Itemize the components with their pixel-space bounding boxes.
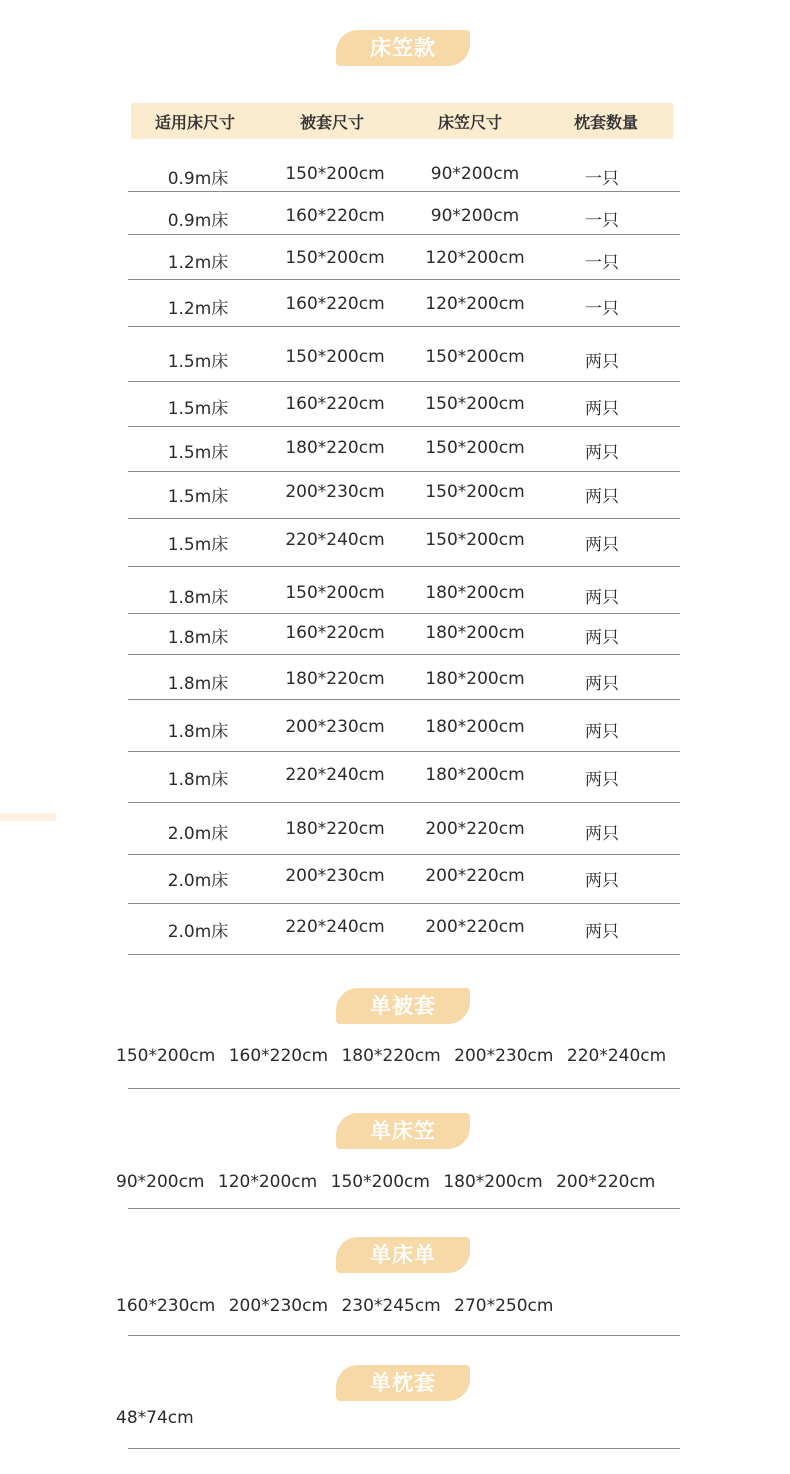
cell-fitted-size: 180*200cm xyxy=(425,583,525,603)
cell-pillow-count: 两只 xyxy=(585,352,619,372)
single-sheet-sizes xyxy=(116,1296,561,1316)
cell-fitted-size: 180*200cm xyxy=(425,717,525,737)
table-header xyxy=(131,103,673,139)
size-item: 180*220cm xyxy=(341,1046,441,1066)
cell-bed-size: 1.8m床 xyxy=(167,588,229,608)
cell-pillow-count: 两只 xyxy=(585,922,619,942)
cell-duvet-size: 180*220cm xyxy=(285,819,385,839)
header-bed-size: 适用床尺寸 xyxy=(154,113,235,132)
row-divider xyxy=(128,426,680,427)
size-item: 90*200cm xyxy=(116,1172,205,1192)
size-item: 120*200cm xyxy=(217,1172,318,1192)
row-divider xyxy=(128,566,680,567)
section-title-single-sheet: 单床单 xyxy=(336,1237,470,1273)
cell-fitted-size: 150*200cm xyxy=(425,394,525,414)
single-duvet-sizes xyxy=(116,1046,674,1066)
cell-bed-size: 0.9m床 xyxy=(167,169,229,189)
cell-fitted-size: 90*200cm xyxy=(430,206,520,226)
cell-duvet-size: 180*220cm xyxy=(285,438,385,458)
cell-bed-size: 1.8m床 xyxy=(167,628,229,648)
header-duvet-size: 被套尺寸 xyxy=(299,113,364,132)
row-divider xyxy=(128,518,680,519)
row-divider xyxy=(128,751,680,752)
cell-fitted-size: 120*200cm xyxy=(425,294,525,314)
cell-bed-size: 2.0m床 xyxy=(167,824,229,844)
cell-pillow-count: 两只 xyxy=(585,770,619,790)
cell-pillow-count: 两只 xyxy=(585,871,619,891)
cell-bed-size: 1.8m床 xyxy=(167,722,229,742)
cell-pillow-count: 两只 xyxy=(585,443,619,463)
size-item: 220*240cm xyxy=(566,1046,667,1066)
cell-pillow-count: 两只 xyxy=(585,628,619,648)
size-item: 230*245cm xyxy=(341,1296,441,1316)
cell-bed-size: 1.5m床 xyxy=(167,443,229,463)
cell-pillow-count: 两只 xyxy=(585,487,619,507)
cell-pillow-count: 两只 xyxy=(585,399,619,419)
cell-bed-size: 1.5m床 xyxy=(167,487,229,507)
cell-bed-size: 0.9m床 xyxy=(167,211,229,231)
size-item: 200*220cm xyxy=(556,1172,656,1192)
size-item: 160*220cm xyxy=(228,1046,329,1066)
row-divider xyxy=(128,191,680,192)
size-item: 200*230cm xyxy=(454,1046,554,1066)
cell-duvet-size: 160*220cm xyxy=(285,294,385,314)
size-item: 48*74cm xyxy=(116,1408,194,1428)
cell-pillow-count: 两只 xyxy=(585,588,619,608)
cell-pillow-count: 两只 xyxy=(585,722,619,742)
size-item: 160*230cm xyxy=(116,1296,216,1316)
cell-fitted-size: 90*200cm xyxy=(430,164,520,184)
size-item: 200*230cm xyxy=(228,1296,329,1316)
cell-duvet-size: 220*240cm xyxy=(285,917,385,937)
section-title-single-fitted: 单床笠 xyxy=(336,1113,470,1149)
cell-duvet-size: 200*230cm xyxy=(285,717,385,737)
row-divider xyxy=(128,954,680,955)
divider xyxy=(128,1088,680,1089)
size-item: 150*200cm xyxy=(116,1046,216,1066)
cell-fitted-size: 200*220cm xyxy=(425,917,525,937)
cell-bed-size: 2.0m床 xyxy=(167,922,229,942)
cell-duvet-size: 220*240cm xyxy=(285,765,385,785)
row-divider xyxy=(128,613,680,614)
cell-duvet-size: 160*220cm xyxy=(285,623,385,643)
cell-fitted-size: 150*200cm xyxy=(425,530,525,550)
cell-pillow-count: 一只 xyxy=(585,299,619,319)
cell-fitted-size: 200*220cm xyxy=(425,819,525,839)
divider xyxy=(128,1208,680,1209)
cell-pillow-count: 两只 xyxy=(585,674,619,694)
cell-bed-size: 2.0m床 xyxy=(167,871,229,891)
cell-pillow-count: 一只 xyxy=(585,253,619,273)
cell-bed-size: 1.5m床 xyxy=(167,535,229,555)
cell-bed-size: 1.5m床 xyxy=(167,352,229,372)
row-divider xyxy=(128,654,680,655)
cell-pillow-count: 一只 xyxy=(585,169,619,189)
cell-duvet-size: 160*220cm xyxy=(285,394,385,414)
cell-fitted-size: 150*200cm xyxy=(425,347,525,367)
divider xyxy=(128,1448,680,1449)
cell-fitted-size: 150*200cm xyxy=(425,438,525,458)
cell-duvet-size: 220*240cm xyxy=(285,530,385,550)
size-item: 180*200cm xyxy=(443,1172,543,1192)
cell-fitted-size: 180*200cm xyxy=(425,765,525,785)
row-divider xyxy=(128,279,680,280)
header-pillow-count: 枕套数量 xyxy=(573,113,638,132)
cell-duvet-size: 150*200cm xyxy=(285,583,385,603)
cell-bed-size: 1.2m床 xyxy=(167,253,229,273)
section-title-fitted-set: 床笠款 xyxy=(336,30,470,66)
row-divider xyxy=(128,699,680,700)
row-divider xyxy=(128,326,680,327)
cell-duvet-size: 200*230cm xyxy=(285,482,385,502)
cell-bed-size: 1.5m床 xyxy=(167,399,229,419)
cell-duvet-size: 150*200cm xyxy=(285,164,385,184)
cell-pillow-count: 两只 xyxy=(585,824,619,844)
cell-duvet-size: 180*220cm xyxy=(285,669,385,689)
section-title-single-pillowcase: 单枕套 xyxy=(336,1365,470,1401)
cell-pillow-count: 两只 xyxy=(585,535,619,555)
row-divider xyxy=(128,903,680,904)
size-item: 270*250cm xyxy=(454,1296,554,1316)
row-divider xyxy=(128,854,680,855)
row-divider xyxy=(128,381,680,382)
size-item: 150*200cm xyxy=(330,1172,430,1192)
cell-duvet-size: 150*200cm xyxy=(285,347,385,367)
single-fitted-sizes xyxy=(116,1172,663,1192)
cell-bed-size: 1.8m床 xyxy=(167,674,229,694)
cell-fitted-size: 180*200cm xyxy=(425,623,525,643)
decorative-strip xyxy=(0,813,56,821)
divider xyxy=(128,1335,680,1336)
cell-fitted-size: 150*200cm xyxy=(425,482,525,502)
cell-bed-size: 1.2m床 xyxy=(167,299,229,319)
cell-pillow-count: 一只 xyxy=(585,211,619,231)
row-divider xyxy=(128,471,680,472)
row-divider xyxy=(128,234,680,235)
single-pillowcase-sizes xyxy=(116,1408,202,1428)
header-fitted-size: 床笠尺寸 xyxy=(437,113,502,132)
cell-duvet-size: 150*200cm xyxy=(285,248,385,268)
cell-bed-size: 1.8m床 xyxy=(167,770,229,790)
row-divider xyxy=(128,802,680,803)
cell-duvet-size: 200*230cm xyxy=(285,866,385,886)
cell-fitted-size: 120*200cm xyxy=(425,248,525,268)
cell-fitted-size: 200*220cm xyxy=(425,866,525,886)
cell-duvet-size: 160*220cm xyxy=(285,206,385,226)
cell-fitted-size: 180*200cm xyxy=(425,669,525,689)
section-title-single-duvet: 单被套 xyxy=(336,988,470,1024)
